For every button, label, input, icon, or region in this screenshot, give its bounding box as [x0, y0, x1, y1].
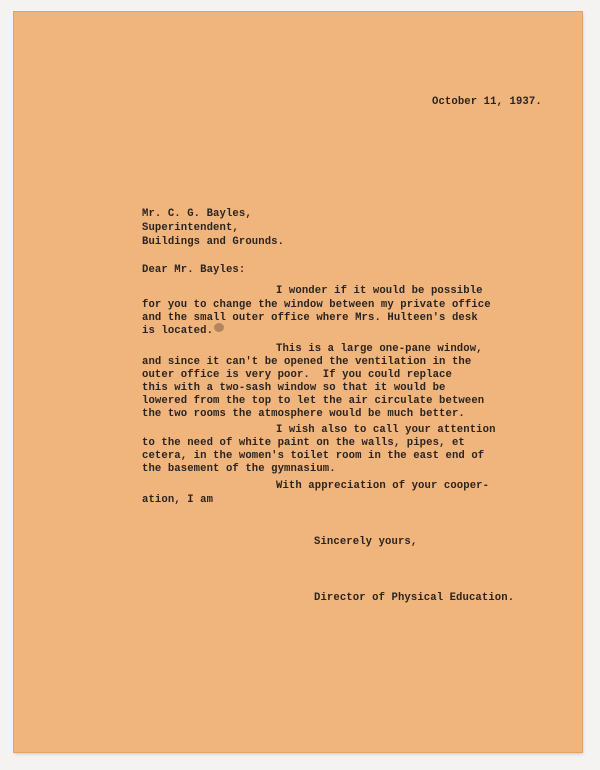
paragraph-line: and the small outer office where Mrs. Hulteen's desk	[142, 312, 478, 324]
paragraph-line: lowered from the top to let the air circulate between	[142, 395, 485, 407]
paragraph-line: to the need of white paint on the walls, pipes, et	[142, 437, 465, 449]
paragraph-line: I wonder if it would be possible	[276, 285, 483, 297]
paragraph-line: cetera, in the women's toilet room in the east end of	[142, 450, 485, 462]
paragraph-line: This is a large one-pane window,	[276, 343, 483, 355]
recipient-title: Superintendent,	[142, 222, 239, 234]
paragraph-line: ation, I am	[142, 494, 214, 506]
paragraph-line: for you to change the window between my private office	[142, 299, 491, 311]
salutation: Dear Mr. Bayles:	[142, 264, 246, 276]
paragraph-line: outer office is very poor. If you could replace	[142, 369, 452, 381]
letter-date: October 11, 1937.	[432, 96, 542, 108]
paragraph-line: the basement of the gymnasium.	[142, 463, 336, 475]
recipient-name: Mr. C. G. Bayles,	[142, 208, 252, 220]
paragraph-line: the two rooms the atmosphere would be much better.	[142, 408, 465, 420]
paragraph-line: With appreciation of your cooper-	[276, 480, 490, 492]
ink-smudge	[214, 323, 224, 332]
closing: Sincerely yours,	[314, 536, 418, 548]
paragraph-line: and since it can't be opened the ventilation in the	[142, 356, 472, 368]
paragraph-line: is located.	[142, 325, 214, 337]
paragraph-line: this with a two-sash window so that it would be	[142, 382, 446, 394]
signature-title: Director of Physical Education.	[314, 592, 515, 604]
paragraph-line: I wish also to call your attention	[276, 424, 496, 436]
recipient-department: Buildings and Grounds.	[142, 236, 285, 248]
